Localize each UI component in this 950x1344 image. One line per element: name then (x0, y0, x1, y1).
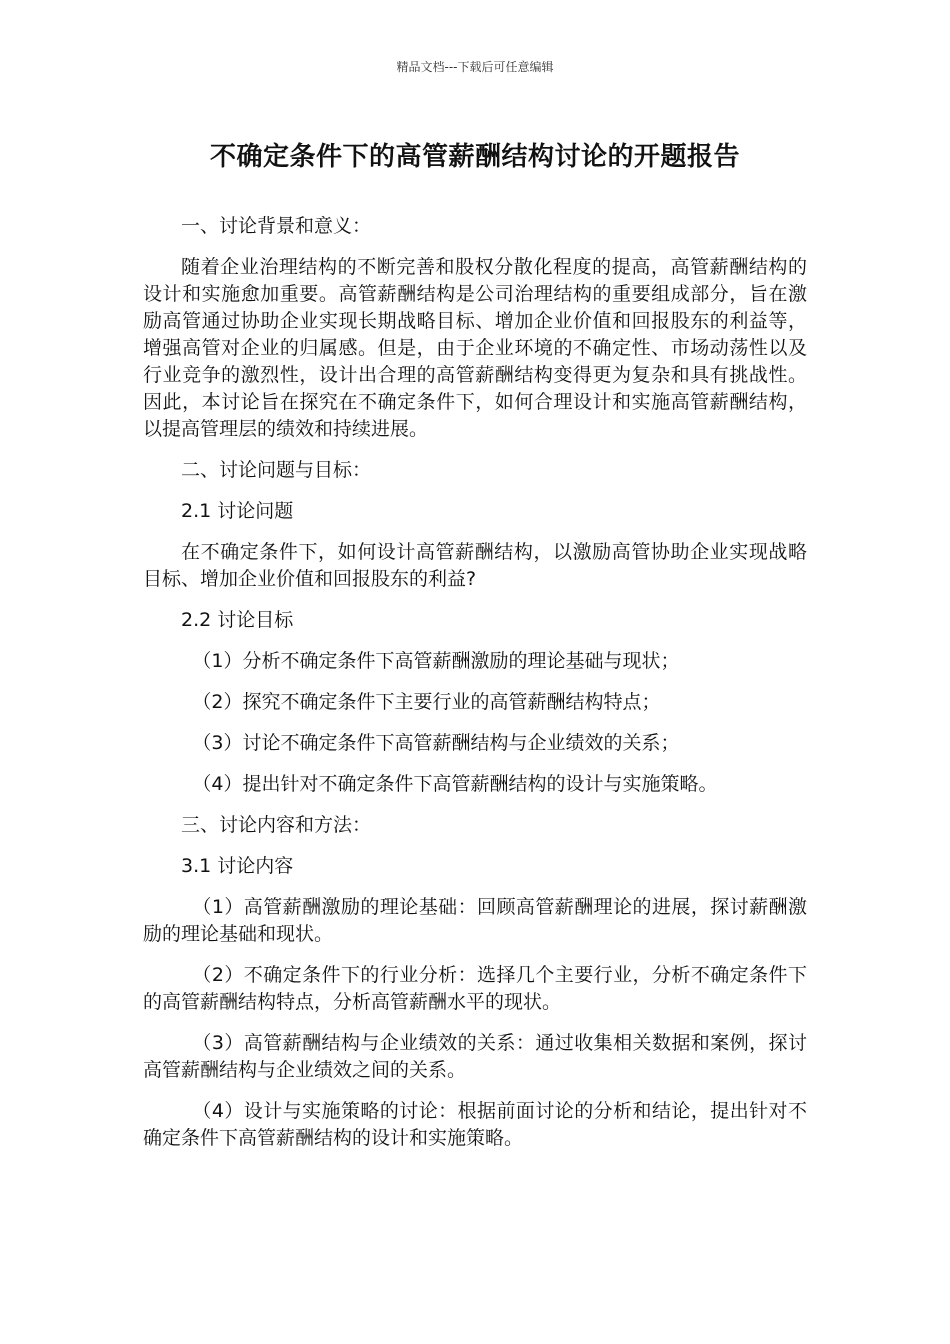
content-item: （4）设计与实施策略的讨论：根据前面讨论的分析和结论，提出针对不确定条件下高管薪酬结构的设计和实施策略。 (143, 1100, 807, 1149)
section-1-heading: 一、讨论背景和意义： (181, 215, 372, 237)
section-2-2-heading: 2.2 讨论目标 (181, 609, 294, 631)
section-2-1-paragraph: 在不确定条件下，如何设计高管薪酬结构，以激励高管协助企业实现战略目标、增加企业价值和回报股东的利益? (143, 541, 807, 590)
document-body (143, 213, 807, 1166)
section-3-1-heading: 3.1 讨论内容 (181, 855, 294, 877)
section-3-heading: 三、讨论内容和方法： (181, 814, 372, 836)
section-2-heading: 二、讨论问题与目标： (181, 459, 372, 481)
content-item: （1）高管薪酬激励的理论基础：回顾高管薪酬理论的进展，探讨薪酬激励的理论基础和现状。 (143, 896, 807, 945)
header-note: 精品文档---下载后可任意编辑 (396, 60, 554, 74)
goal-item: （2）探究不确定条件下主要行业的高管薪酬结构特点； (192, 691, 661, 713)
content-item: （2）不确定条件下的行业分析：选择几个主要行业，分析不确定条件下的高管薪酬结构特点，分析高管薪酬水平的现状。 (143, 964, 807, 1013)
goal-item: （3）讨论不确定条件下高管薪酬结构与企业绩效的关系； (192, 732, 680, 754)
section-2-1-heading: 2.1 讨论问题 (181, 500, 294, 522)
goal-item: （1）分析不确定条件下高管薪酬激励的理论基础与现状； (192, 650, 680, 672)
goal-item: （4）提出针对不确定条件下高管薪酬结构的设计与实施策略。 (192, 773, 718, 795)
page-title: 不确定条件下的高管薪酬结构讨论的开题报告 (209, 142, 740, 172)
section-1-paragraph: 随着企业治理结构的不断完善和股权分散化程度的提高，高管薪酬结构的设计和实施愈加重要。高管薪酬结构是公司治理结构的重要组成部分，旨在激励高管通过协助企业实现长期战略目标、增加企业价值和回报股东的利益等，增强高管对企业的归属感。但是，由于企业环境的不确定性、市场动荡性以及行业竞争的激烈性，设计出合理的高管薪酬结构变得更为复杂和具有挑战性。因此，本讨论旨在探究在不确定条件下，如何合理设计和实施高管薪酬结构，以提高管理层的绩效和持续进展。 (143, 256, 807, 440)
content-item: （3）高管薪酬结构与企业绩效的关系：通过收集相关数据和案例，探讨高管薪酬结构与企业绩效之间的关系。 (143, 1032, 807, 1081)
